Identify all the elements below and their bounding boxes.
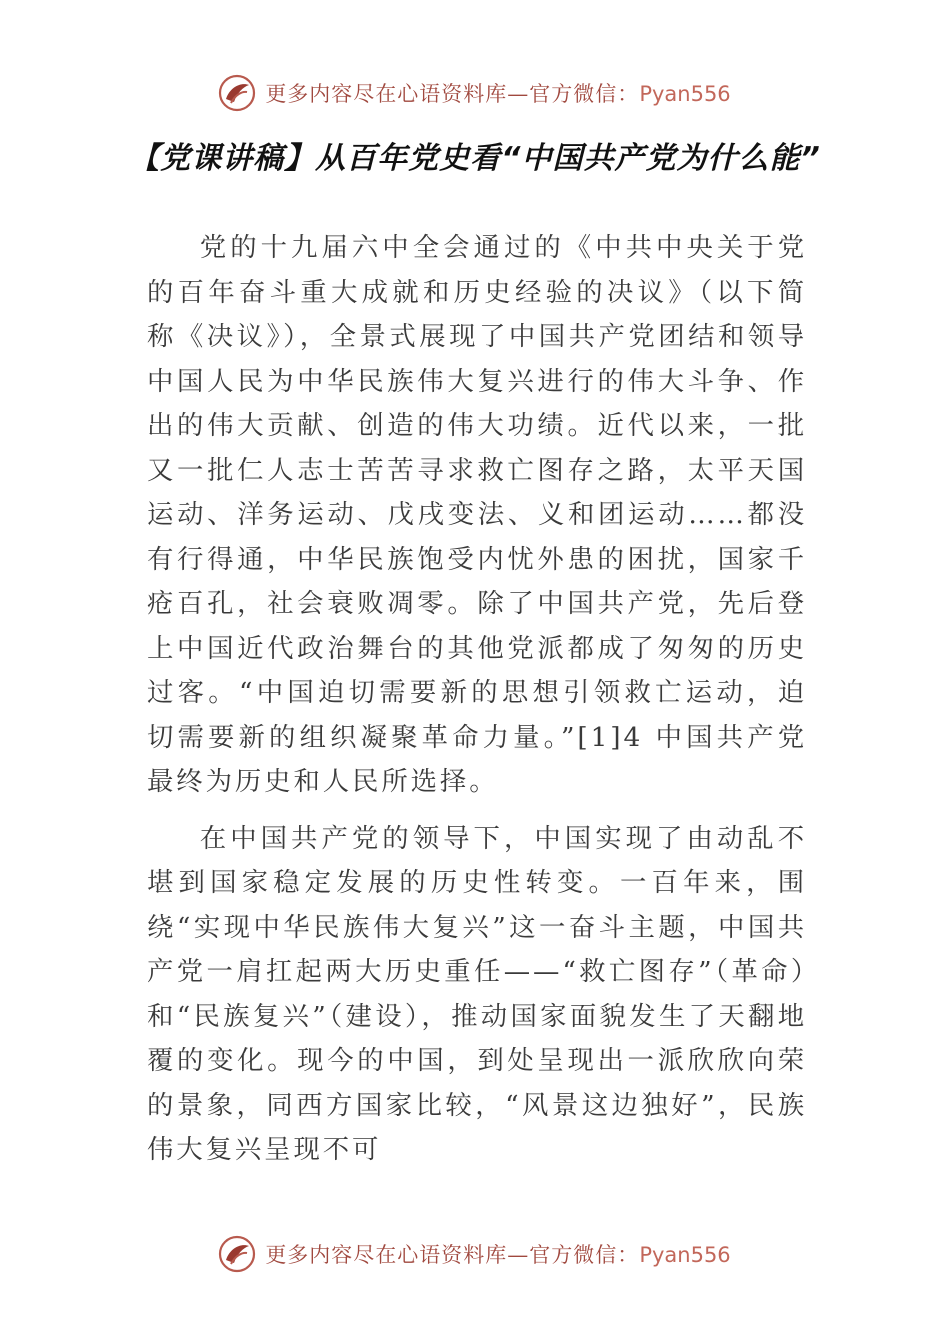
header-banner xyxy=(0,70,950,116)
document-body xyxy=(147,226,807,1185)
paragraph: 党的十九届六中全会通过的《中共中央关于党的百年奋斗重大成就和历史经验的决议》（以下简称《决议》），全景式展现了中国共产党团结和领导中国人民为中华民族伟大复兴进行的伟大斗争、作出的伟大贡献、创造的伟大功绩。近代以来，一批又一批仁人志士苦苦寻求救亡图存之路，太平天国运动、洋务运动、戊戌变法、义和团运动……都没有行得通，中华民族饱受内忧外患的困扰，国家千疮百孔，社会衰败凋零。除了中国共产党，先后登上中国近代政治舞台的其他党派都成了匆匆的历史过客。“中国迫切需要新的思想引领救亡运动，迫切需要新的组织凝聚革命力量。”[1]4 中国共产党最终为历史和人民所选择。 xyxy=(147,232,807,797)
footer-banner xyxy=(0,1231,950,1277)
xinyu-logo-icon xyxy=(217,73,257,113)
paragraph: 在中国共产党的领导下，中国实现了由动乱不堪到国家稳定发展的历史性转变。一百年来，围绕“实现中华民族伟大复兴”这一奋斗主题，中国共产党一肩扛起两大历史重任——“救亡图存”（革命）和“民族复兴”（建设），推动国家面貌发生了天翻地覆的变化。现今的中国，到处呈现出一派欣欣向荣的景象，同西方国家比较，“风景这边独好”，民族伟大复兴呈现不可 xyxy=(147,822,807,1165)
banner-text: 更多内容尽在心语资料库—官方微信：Pyan556 xyxy=(265,1243,731,1267)
document-title: 【党课讲稿】从百年党史看“中国共产党为什么能” xyxy=(129,141,821,176)
banner-text: 更多内容尽在心语资料库—官方微信：Pyan556 xyxy=(265,82,731,106)
wechat-id: Pyan556 xyxy=(639,1243,731,1267)
xinyu-logo-icon xyxy=(217,1234,257,1274)
wechat-id: Pyan556 xyxy=(639,82,731,106)
